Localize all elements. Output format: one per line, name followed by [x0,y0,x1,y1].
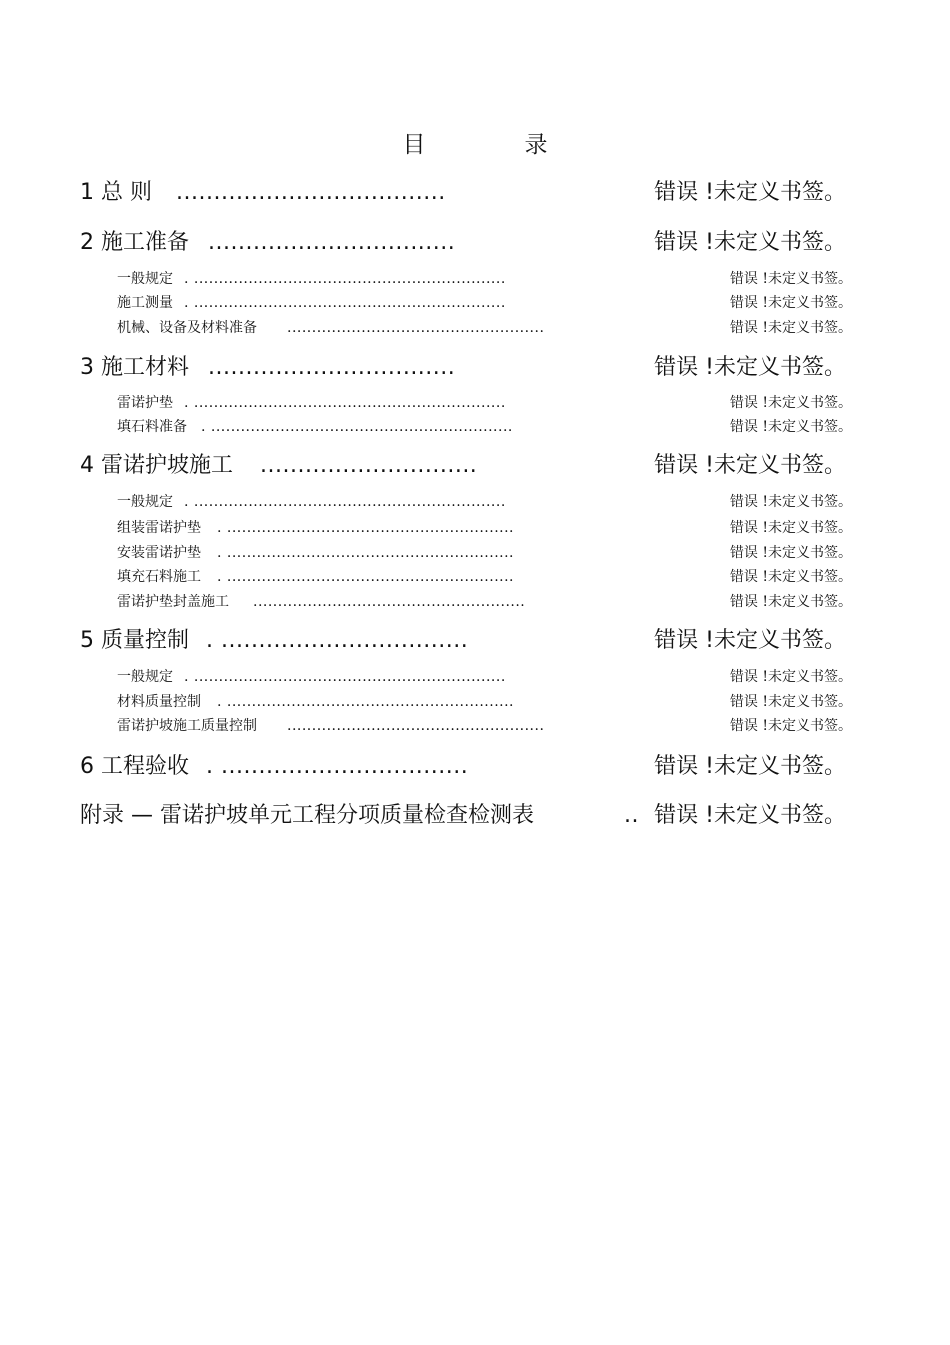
entry-label: 雷诺护垫 [117,395,173,411]
leader-dots: .................................... [176,180,446,205]
toc-entry-chapter-3[interactable] [0,353,950,383]
page-reference: 错误 !未定义书签。 [654,230,846,255]
entry-label: 施工测量 [117,295,173,311]
toc-entry-section[interactable] [0,667,950,687]
toc-entry-chapter-5[interactable] [0,626,950,656]
leader-dots: .................................................... [287,320,545,336]
leader-dots: .................................................... [287,718,545,734]
page-reference: 错误 !未定义书签。 [729,569,852,585]
toc-entry-section[interactable] [0,293,950,313]
entry-label: 雷诺护垫封盖施工 [117,594,229,610]
toc-entry-section[interactable] [0,567,950,587]
leader-dots: ................................. [208,230,456,255]
page-reference: 错误 !未定义书签。 [729,320,852,336]
toc-entry-section[interactable] [0,269,950,289]
page-reference: 错误 !未定义书签。 [729,520,852,536]
toc-entry-section[interactable] [0,518,950,538]
entry-label: 安装雷诺护垫 [117,545,201,561]
entry-label: 1 总 则 [80,180,152,205]
entry-label: 一般规定 [117,271,173,287]
page-reference: 错误 !未定义书签。 [729,718,852,734]
entry-label: 一般规定 [117,494,173,510]
leader-dots: . .......................................................... [217,569,515,585]
page-reference: 错误 !未定义书签。 [729,669,852,685]
leader-dots: .. [624,803,639,828]
page-reference: 错误 !未定义书签。 [729,395,852,411]
toc-title: 目 录 [402,132,586,158]
entry-label: 5 质量控制 [80,628,189,653]
entry-label: 4 雷诺护坡施工 [80,453,233,478]
entry-label: 雷诺护坡施工质量控制 [117,718,257,734]
entry-label: 组装雷诺护垫 [117,520,201,536]
toc-entry-appendix[interactable] [0,801,950,831]
entry-label: 一般规定 [117,669,173,685]
entry-label: 6 工程验收 [80,754,189,779]
page-reference: 错误 !未定义书签。 [654,803,846,828]
page-reference: 错误 !未定义书签。 [729,694,852,710]
entry-label: 机械、设备及材料准备 [117,320,257,336]
leader-dots: ....................................................... [253,594,526,610]
page-reference: 错误 !未定义书签。 [654,453,846,478]
page-reference: 错误 !未定义书签。 [654,754,846,779]
leader-dots: . ............................................................... [184,494,506,510]
entry-label: 附录 — 雷诺护坡单元工程分项质量检查检测表 [80,803,534,828]
toc-entry-section[interactable] [0,692,950,712]
page-reference: 错误 !未定义书签。 [654,355,846,380]
toc-entry-section[interactable] [0,318,950,338]
leader-dots: . ............................................................. [201,419,513,435]
leader-dots: . ............................................................... [184,395,506,411]
toc-entry-section[interactable] [0,592,950,612]
entry-label: 材料质量控制 [117,694,201,710]
page-reference: 错误 !未定义书签。 [729,494,852,510]
leader-dots: . .......................................................... [217,694,515,710]
toc-entry-section[interactable] [0,543,950,563]
toc-entry-section[interactable] [0,716,950,736]
toc-entry-chapter-1[interactable] [0,178,950,208]
leader-dots: . ................................. [206,628,469,653]
toc-entry-section[interactable] [0,393,950,413]
leader-dots: . .......................................................... [217,545,515,561]
page-reference: 错误 !未定义书签。 [729,295,852,311]
leader-dots: . ............................................................... [184,669,506,685]
entry-label: 2 施工准备 [80,230,189,255]
leader-dots: . ................................. [206,754,469,779]
page-reference: 错误 !未定义书签。 [654,180,846,205]
leader-dots: . ............................................................... [184,295,506,311]
page-reference: 错误 !未定义书签。 [729,271,852,287]
toc-entry-chapter-2[interactable] [0,228,950,258]
page-reference: 错误 !未定义书签。 [729,419,852,435]
entry-label: 填石料准备 [117,419,187,435]
toc-entry-chapter-4[interactable] [0,451,950,481]
page-reference: 错误 !未定义书签。 [729,545,852,561]
page-reference: 错误 !未定义书签。 [654,628,846,653]
leader-dots: . ............................................................... [184,271,506,287]
leader-dots: ............................. [260,453,478,478]
entry-label: 3 施工材料 [80,355,189,380]
toc-entry-chapter-6[interactable] [0,752,950,782]
leader-dots: ................................. [208,355,456,380]
page-reference: 错误 !未定义书签。 [729,594,852,610]
toc-entry-section[interactable] [0,492,950,512]
entry-label: 填充石料施工 [117,569,201,585]
toc-entry-section[interactable] [0,417,950,437]
leader-dots: . .......................................................... [217,520,515,536]
